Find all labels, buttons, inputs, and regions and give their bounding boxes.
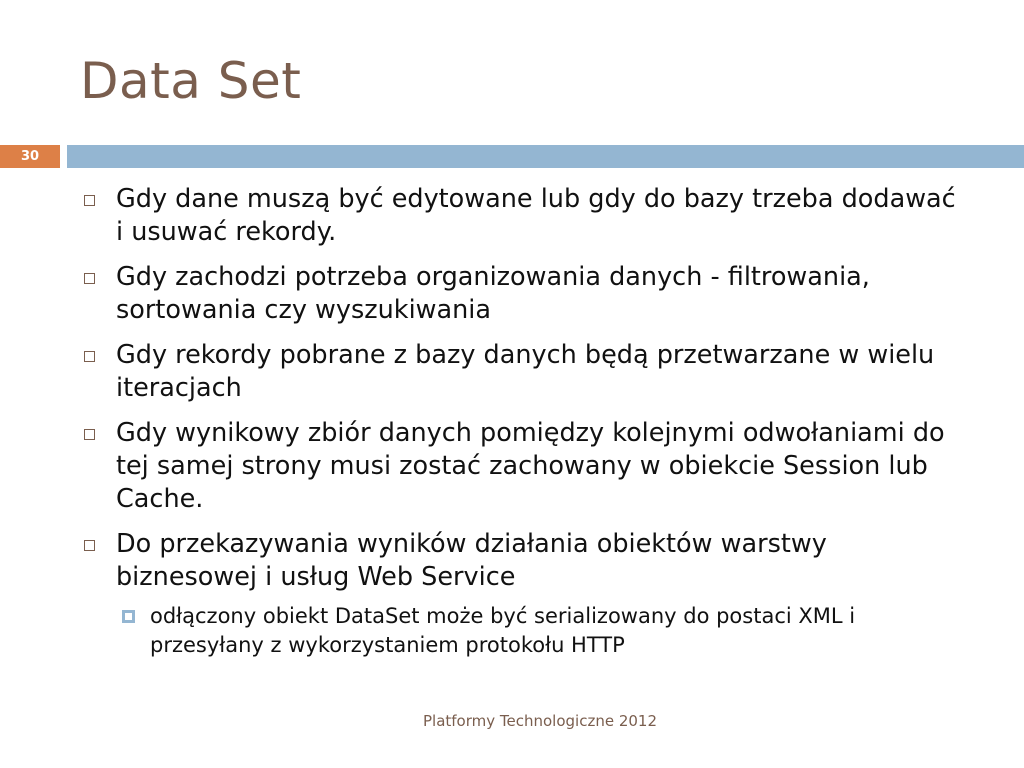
bullet-text: Gdy dane muszą być edytowane lub gdy do bazy trzeba dodawać i usuwać rekordy. [116,184,956,247]
slide-title: Data Set [80,52,302,110]
slide-number-badge: 30 [0,145,60,168]
bullet-text: Gdy rekordy pobrane z bazy danych będą przetwarzane w wielu iteracjach [116,340,935,403]
bullet-text: Do przekazywania wyników działania obiektów warstwy biznesowej i usług Web Service [116,529,827,592]
bullet-item [80,261,960,327]
bullet-item [80,183,960,249]
filled-square-bullet-icon [122,610,135,623]
square-bullet-icon [84,273,95,284]
square-bullet-icon [84,195,95,206]
bullet-text: Gdy zachodzi potrzeba organizowania danych - filtrowania, sortowania czy wyszukiwania [116,262,870,325]
bullet-list [80,183,960,660]
bullet-item [80,417,960,516]
sub-bullet-item [116,602,960,660]
bullet-text: Gdy wynikowy zbiór danych pomiędzy kolejnymi odwołaniami do tej samej strony musi zostać zachowany w obiekcie Session lub Cache. [116,418,945,514]
square-bullet-icon [84,429,95,440]
slide-footer [0,712,1024,730]
header-accent-bar [67,145,1024,168]
bullet-item [80,528,960,594]
bullet-item [80,339,960,405]
footer-text: Platformy Technologiczne 2012 [422,712,658,730]
sub-bullet-text: odłączony obiekt DataSet może być serializowany do postaci XML i przesyłany z wykorzystaniem protokołu HTTP [150,604,856,657]
square-bullet-icon [84,540,95,551]
square-bullet-icon [84,351,95,362]
